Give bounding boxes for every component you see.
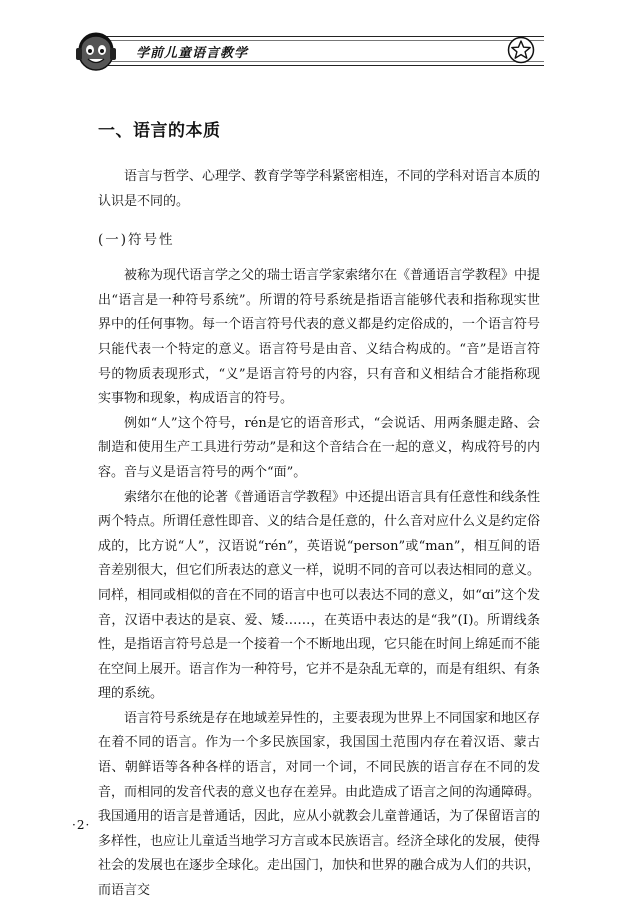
subsection-title: (一)符号性 [98, 232, 175, 249]
intro-paragraph: 语言与哲学、心理学、教育学等学科紧密相连，不同的学科对语言本质的认识是不同的。 [98, 169, 541, 209]
page-number: ·2· [72, 818, 91, 832]
section-title: 一、语言的本质 [98, 121, 221, 141]
star-icon [507, 36, 535, 64]
smiling-face-headphones-icon [72, 28, 120, 76]
running-header [0, 0, 631, 80]
book-title: 学前儿童语言教学 [130, 42, 254, 61]
page-content [98, 108, 540, 904]
body-paragraph: 语言符号系统是存在地域差异性的，主要表现为世界上不同国家和地区存在着不同的语言。作为一个多民族国家，我国国土范围内存在着汉语、蒙古语、朝鲜语等各种各样的语言，对同一个词，不同民族的语言存在不同的发音，而相同的发音代表的意义也存在差异。由此造成了语言之间的沟通障碍。我国通用的语言是普通话，因此，应从小就教会儿童普通话，为了保留语言的多样性，也应让儿童适当地学习方言或本民族语言。经济全球化的发展，使得社会的发展也在逐步全球化。走出国门，加快和世界的融合成为人们的共识，而语言交 [98, 710, 541, 899]
body-paragraph: 例如“人”这个符号，rén是它的语音形式，“会说话、用两条腿走路、会制造和使用生产工具进行劳动”是和这个音结合在一起的意义，构成符号的内容。音与义是语言符号的两个“面”。 [98, 415, 540, 480]
body-paragraph: 被称为现代语言学之父的瑞士语言学家索绪尔在《普通语言学教程》中提出“语言是一种符号系统”。所谓的符号系统是指语言能够代表和指称现实世界中的任何事物。每一个语言符号代表的意义都是约定俗成的，一个语言符号只能代表一个特定的意义。语言符号是由音、义结合构成的。“音”是语言符号的物质表现形式，“义”是语言符号的内容，只有音和义相结合才能指称现实事物和现象，构成语言的符号。 [98, 268, 541, 407]
body-paragraph: 索绪尔在他的论著《普通语言学教程》中还提出语言具有任意性和线条性两个特点。所谓任意性即音、义的结合是任意的，什么音对应什么义是约定俗成的，比方说“人”，汉语说“rén”，英语说“person”或“man”，相互间的语音差别很大，但它们所表达的意义一样，说明不同的音可以表达相同的意义。同样，相同或相似的音在不同的语言中也可以表达不同的意义，如“ɑi”这个发音，汉语中表达的是哀、爱、矮……，在英语中表达的是“我”(Ⅰ)。所谓线条性，是指语言符号总是一个接着一个不断地出现，它只能在时间上绵延而不能在空间上展开。语言作为一种符号，它并不是杂乱无章的，而是有组织、有条理的系统。 [98, 489, 541, 702]
